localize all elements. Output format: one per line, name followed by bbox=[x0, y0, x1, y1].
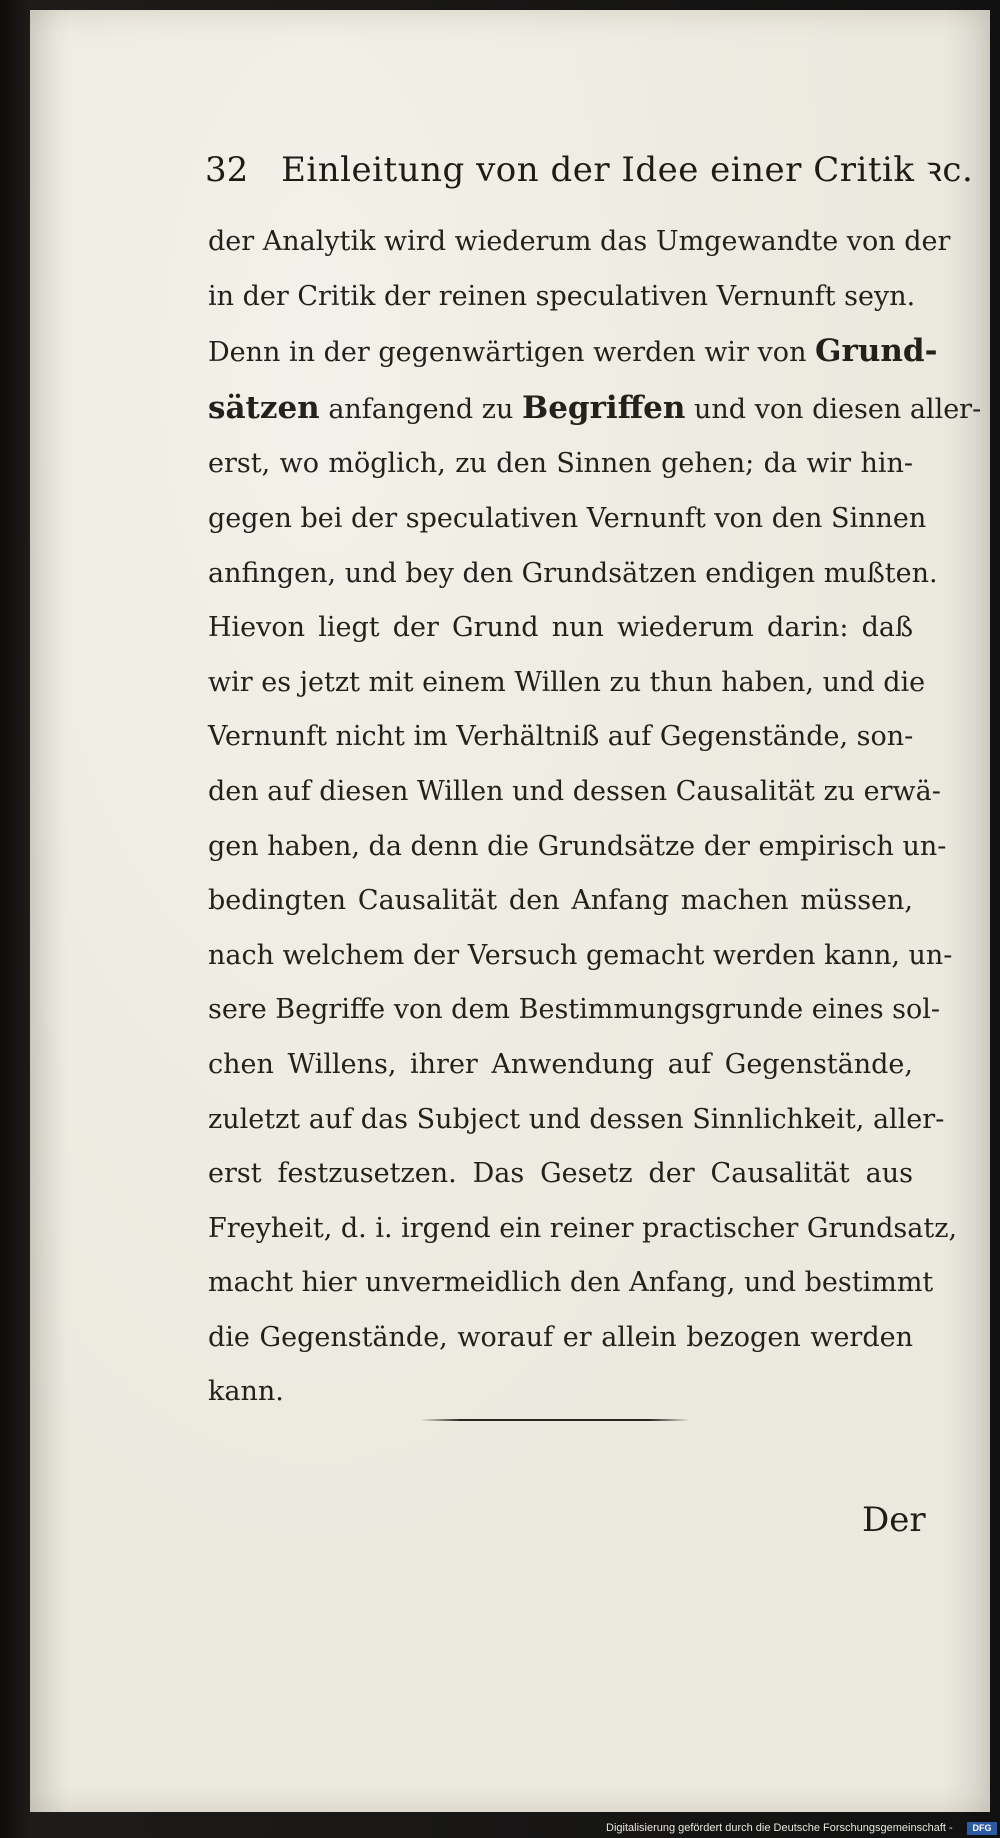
text-line: Hievon liegt der Grund nun wiederum darin: daß bbox=[208, 612, 913, 644]
emphasized-term: sätzen bbox=[208, 389, 320, 426]
body-text bbox=[208, 215, 982, 1420]
text-line: nach welchem der Versuch gemacht werden kann, un- bbox=[208, 939, 953, 971]
text-line: wir es jetzt mit einem Willen zu thun haben, und die bbox=[208, 666, 926, 698]
text-line: in der Critik der reinen speculativen Vernunft seyn. bbox=[208, 280, 916, 312]
text-line: bedingten Causalität den Anfang machen müssen, bbox=[208, 885, 913, 917]
text-line: die Gegenstände, worauf er allein bezogen werden bbox=[208, 1321, 913, 1353]
text-line: sere Begriffe von dem Bestimmungsgrunde eines sol- bbox=[208, 994, 941, 1026]
text-line: Vernunft nicht im Verhältniß auf Gegenstände, son- bbox=[208, 721, 914, 753]
text-line: Denn in der gegenwärtigen werden wir von Grund- bbox=[208, 333, 938, 370]
catchword: Der bbox=[862, 1500, 926, 1540]
text-line: erst festzusetzen. Das Gesetz der Causalität aus bbox=[208, 1158, 913, 1190]
text-line: gegen bei der speculativen Vernunft von den Sinnen bbox=[208, 502, 927, 534]
text-line: gen haben, da denn die Grundsätze der empirisch un- bbox=[208, 830, 947, 862]
page-header bbox=[205, 145, 974, 191]
text-line: den auf diesen Willen und dessen Causalität zu erwä- bbox=[208, 775, 941, 807]
text-line: macht hier unvermeidlich den Anfang, und bestimmt bbox=[208, 1267, 934, 1299]
dfg-logo: DFG bbox=[967, 1822, 997, 1835]
text-line: zuletzt auf das Subject und dessen Sinnlichkeit, aller- bbox=[208, 1103, 945, 1135]
text-line: der Analytik wird wiederum das Umgewandte von der bbox=[208, 226, 951, 257]
text-line: chen Willens, ihrer Anwendung auf Gegenstände, bbox=[208, 1048, 913, 1080]
digitization-credit: Digitalisierung gefördert durch die Deutsche Forschungsgemeinschaft - bbox=[606, 1822, 953, 1834]
text-line: Freyheit, d. i. irgend ein reiner practischer Grundsatz, bbox=[208, 1212, 958, 1244]
page-number: 32 bbox=[205, 150, 249, 190]
section-divider bbox=[420, 1419, 690, 1421]
emphasized-term: Grund- bbox=[815, 333, 938, 370]
text-line: kann. bbox=[208, 1376, 284, 1408]
text-line: erst, wo möglich, zu den Sinnen gehen; da wir hin- bbox=[208, 448, 913, 480]
running-title: Einleitung von der Idee einer Critik ꝛc. bbox=[281, 150, 974, 190]
emphasized-term: Begriffen bbox=[522, 389, 686, 426]
text-line: sätzen anfangend zu Begriffen und von diesen aller- bbox=[208, 389, 982, 426]
text-line: anfingen, und bey den Grundsätzen endigen mußten. bbox=[208, 557, 938, 589]
